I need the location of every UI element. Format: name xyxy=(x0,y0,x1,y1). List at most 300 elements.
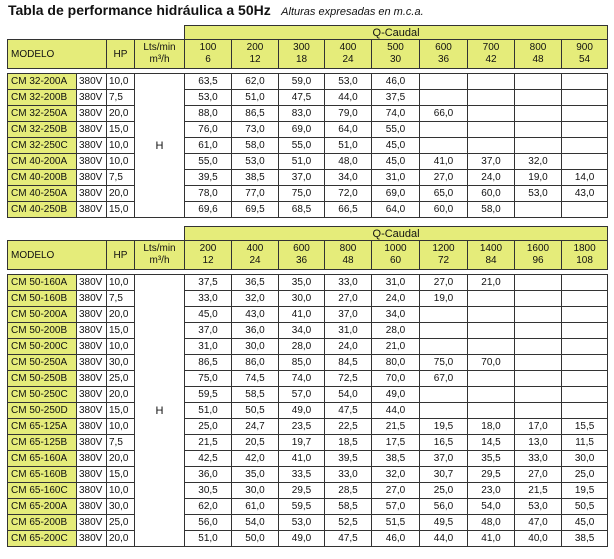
voltage-cell: 380V xyxy=(77,186,107,202)
head-value-cell: 74,5 xyxy=(232,371,279,387)
model-cell: CM 65-200B xyxy=(8,515,77,531)
head-value-cell xyxy=(562,371,608,387)
voltage-cell: 380V xyxy=(77,323,107,339)
hp-cell: 10,0 xyxy=(107,419,135,435)
voltage-cell: 380V xyxy=(77,355,107,371)
head-value-cell: 41,0 xyxy=(279,451,325,467)
unit-lts-min: Lts/min xyxy=(143,243,176,254)
hp-cell: 30,0 xyxy=(107,499,135,515)
head-value-cell xyxy=(562,154,608,170)
head-value-cell: 27,0 xyxy=(420,170,468,186)
head-value-cell xyxy=(420,307,468,323)
head-value-cell xyxy=(515,307,562,323)
head-value-cell xyxy=(515,106,562,122)
head-value-cell: 19,5 xyxy=(562,483,608,499)
table-row xyxy=(8,451,608,467)
head-value-cell: 74,0 xyxy=(279,371,325,387)
table-row xyxy=(8,387,608,403)
unit-column-header xyxy=(135,241,185,270)
head-value-cell: 42,5 xyxy=(185,451,232,467)
voltage-cell: 380V xyxy=(77,339,107,355)
model-cell: CM 50-250A xyxy=(8,355,77,371)
head-value-cell: 19,0 xyxy=(420,291,468,307)
head-value-cell: 34,0 xyxy=(279,323,325,339)
voltage-cell: 380V xyxy=(77,499,107,515)
head-value-cell: 22,5 xyxy=(325,419,372,435)
head-value-cell: 35,5 xyxy=(468,451,515,467)
table-row xyxy=(8,419,608,435)
head-value-cell xyxy=(468,323,515,339)
head-value-cell: 47,5 xyxy=(325,531,372,547)
head-value-cell xyxy=(515,90,562,106)
head-value-cell: 86,5 xyxy=(232,106,279,122)
table-row xyxy=(8,371,608,387)
head-value-cell: 15,5 xyxy=(562,419,608,435)
head-value-cell: 58,5 xyxy=(232,387,279,403)
model-cell: CM 40-250A xyxy=(8,186,77,202)
unit-m3h: m³/h xyxy=(149,255,170,266)
head-value-cell xyxy=(515,138,562,154)
head-value-cell: 18,0 xyxy=(468,419,515,435)
head-value-cell xyxy=(562,291,608,307)
head-value-cell: 27,0 xyxy=(420,275,468,291)
head-value-cell xyxy=(562,355,608,371)
head-value-cell: 86,5 xyxy=(185,355,232,371)
head-value-cell xyxy=(562,90,608,106)
head-value-cell: 70,0 xyxy=(372,371,420,387)
voltage-cell: 380V xyxy=(77,170,107,186)
head-value-cell: 25,0 xyxy=(562,467,608,483)
flow-header: 800 48 xyxy=(515,40,562,69)
head-value-cell: 32,0 xyxy=(515,154,562,170)
model-cell: CM 50-250D xyxy=(8,403,77,419)
head-value-cell: 37,0 xyxy=(185,323,232,339)
head-value-cell: 21,5 xyxy=(185,435,232,451)
flow-header: 1000 60 xyxy=(372,241,420,270)
performance-table-2 xyxy=(7,226,608,547)
head-value-cell: 69,0 xyxy=(279,122,325,138)
head-value-cell xyxy=(420,74,468,90)
head-value-cell: 55,0 xyxy=(279,138,325,154)
head-value-cell: 37,5 xyxy=(372,90,420,106)
head-value-cell: 55,0 xyxy=(372,122,420,138)
head-value-cell: 67,0 xyxy=(420,371,468,387)
table-row xyxy=(8,154,608,170)
head-value-cell xyxy=(420,90,468,106)
head-value-cell: 73,0 xyxy=(232,122,279,138)
head-value-cell: 52,5 xyxy=(325,515,372,531)
head-value-cell: 33,0 xyxy=(185,291,232,307)
model-cell: CM 50-200B xyxy=(8,323,77,339)
head-value-cell xyxy=(562,323,608,339)
head-value-cell: 54,0 xyxy=(325,387,372,403)
head-value-cell: 83,0 xyxy=(279,106,325,122)
head-value-cell: 34,0 xyxy=(325,170,372,186)
flow-header: 400 24 xyxy=(232,241,279,270)
head-value-cell: 29,5 xyxy=(468,467,515,483)
head-value-cell: 50,0 xyxy=(232,531,279,547)
head-value-cell: 55,0 xyxy=(185,154,232,170)
table-row xyxy=(8,291,608,307)
head-value-cell: 41,0 xyxy=(468,531,515,547)
model-column-header: MODELO xyxy=(8,241,107,270)
head-value-cell: 31,0 xyxy=(372,275,420,291)
head-value-cell xyxy=(515,275,562,291)
head-value-cell: 62,0 xyxy=(232,74,279,90)
voltage-cell: 380V xyxy=(77,451,107,467)
head-value-cell: 49,0 xyxy=(279,403,325,419)
head-value-cell: 41,0 xyxy=(420,154,468,170)
head-value-cell: 40,0 xyxy=(515,531,562,547)
voltage-cell: 380V xyxy=(77,291,107,307)
voltage-cell: 380V xyxy=(77,122,107,138)
head-value-cell: 30,0 xyxy=(232,483,279,499)
head-value-cell xyxy=(468,291,515,307)
head-value-cell: 28,0 xyxy=(372,323,420,339)
head-value-cell xyxy=(420,387,468,403)
hp-cell: 15,0 xyxy=(107,403,135,419)
table-row xyxy=(8,186,608,202)
head-value-cell xyxy=(420,138,468,154)
model-cell: CM 65-200A xyxy=(8,499,77,515)
head-value-cell: 27,0 xyxy=(372,483,420,499)
flow-header: 1200 72 xyxy=(420,241,468,270)
head-value-cell: 51,0 xyxy=(185,403,232,419)
head-value-cell: 75,0 xyxy=(279,186,325,202)
head-value-cell: 27,0 xyxy=(515,467,562,483)
head-value-cell: 30,0 xyxy=(232,339,279,355)
head-value-cell: 48,0 xyxy=(468,515,515,531)
head-value-cell xyxy=(562,106,608,122)
head-value-cell xyxy=(562,138,608,154)
voltage-cell: 380V xyxy=(77,275,107,291)
hp-column-header: HP xyxy=(107,241,135,270)
flow-header: 600 36 xyxy=(279,241,325,270)
head-value-cell: 32,0 xyxy=(372,467,420,483)
head-value-cell xyxy=(468,122,515,138)
q-caudal-header: Q-Caudal xyxy=(185,26,608,40)
head-value-cell: 51,5 xyxy=(372,515,420,531)
flow-header: 700 42 xyxy=(468,40,515,69)
voltage-cell: 380V xyxy=(77,403,107,419)
page-title: Tabla de performance hidráulica a 50Hz xyxy=(8,2,271,18)
model-cell: CM 32-250B xyxy=(8,122,77,138)
model-cell: CM 32-200B xyxy=(8,90,77,106)
head-value-cell: 61,0 xyxy=(185,138,232,154)
voltage-cell: 380V xyxy=(77,419,107,435)
table-row xyxy=(8,531,608,547)
table-row xyxy=(8,122,608,138)
head-value-cell xyxy=(562,339,608,355)
head-value-cell: 17,5 xyxy=(372,435,420,451)
table-row xyxy=(8,339,608,355)
head-value-cell: 49,5 xyxy=(420,515,468,531)
head-value-cell: 72,5 xyxy=(325,371,372,387)
head-value-cell: 24,0 xyxy=(372,291,420,307)
model-cell: CM 40-200A xyxy=(8,154,77,170)
unit-lts-min: Lts/min xyxy=(143,42,176,53)
head-value-cell xyxy=(515,291,562,307)
page-heading xyxy=(8,2,608,20)
head-value-cell xyxy=(515,74,562,90)
head-value-cell: 45,0 xyxy=(562,515,608,531)
voltage-cell: 380V xyxy=(77,138,107,154)
unit-column-header xyxy=(135,40,185,69)
head-value-cell: 25,0 xyxy=(185,419,232,435)
head-value-cell: 29,5 xyxy=(279,483,325,499)
head-value-cell: 14,0 xyxy=(562,170,608,186)
head-value-cell: 61,0 xyxy=(232,499,279,515)
head-value-cell xyxy=(515,323,562,339)
head-value-cell: 64,0 xyxy=(325,122,372,138)
head-value-cell: 23,0 xyxy=(468,483,515,499)
head-value-cell: 32,0 xyxy=(232,291,279,307)
voltage-cell: 380V xyxy=(77,371,107,387)
head-value-cell: 27,0 xyxy=(325,291,372,307)
head-label-cell: H xyxy=(135,275,185,547)
head-value-cell: 11,5 xyxy=(562,435,608,451)
hp-cell: 15,0 xyxy=(107,202,135,218)
flow-header: 1600 96 xyxy=(515,241,562,270)
voltage-cell: 380V xyxy=(77,307,107,323)
head-value-cell: 64,0 xyxy=(372,202,420,218)
head-value-cell: 17,0 xyxy=(515,419,562,435)
head-value-cell: 69,0 xyxy=(372,186,420,202)
head-value-cell xyxy=(562,74,608,90)
table-row xyxy=(8,275,608,291)
table-row xyxy=(8,499,608,515)
model-cell: CM 32-200A xyxy=(8,74,77,90)
hp-cell: 7,5 xyxy=(107,170,135,186)
head-value-cell: 35,0 xyxy=(279,275,325,291)
head-value-cell: 38,5 xyxy=(232,170,279,186)
model-cell: CM 65-160B xyxy=(8,467,77,483)
head-value-cell: 24,0 xyxy=(468,170,515,186)
head-value-cell: 53,0 xyxy=(515,186,562,202)
head-value-cell: 69,6 xyxy=(185,202,232,218)
head-value-cell xyxy=(468,106,515,122)
head-value-cell: 42,0 xyxy=(232,451,279,467)
hp-cell: 10,0 xyxy=(107,138,135,154)
voltage-cell: 380V xyxy=(77,387,107,403)
hp-cell: 10,0 xyxy=(107,154,135,170)
head-value-cell: 46,0 xyxy=(372,74,420,90)
table-row xyxy=(8,515,608,531)
head-value-cell: 30,0 xyxy=(279,291,325,307)
flow-header: 400 24 xyxy=(325,40,372,69)
head-value-cell xyxy=(515,122,562,138)
head-value-cell: 53,0 xyxy=(185,90,232,106)
head-value-cell: 21,0 xyxy=(372,339,420,355)
head-value-cell: 60,0 xyxy=(468,186,515,202)
head-value-cell: 47,0 xyxy=(515,515,562,531)
table-row xyxy=(8,170,608,186)
head-value-cell: 19,5 xyxy=(420,419,468,435)
flow-header: 100 6 xyxy=(185,40,232,69)
head-value-cell: 36,0 xyxy=(232,323,279,339)
head-value-cell: 75,0 xyxy=(420,355,468,371)
head-label-cell: H xyxy=(135,74,185,218)
page-subtitle: Alturas expresadas en m.c.a. xyxy=(281,6,424,18)
head-value-cell: 77,0 xyxy=(232,186,279,202)
head-value-cell: 37,5 xyxy=(185,275,232,291)
q-caudal-header: Q-Caudal xyxy=(185,227,608,241)
voltage-cell: 380V xyxy=(77,74,107,90)
model-cell: CM 50-200C xyxy=(8,339,77,355)
hp-cell: 10,0 xyxy=(107,74,135,90)
head-value-cell: 57,0 xyxy=(279,387,325,403)
head-value-cell: 43,0 xyxy=(232,307,279,323)
hp-column-header: HP xyxy=(107,40,135,69)
table-row xyxy=(8,483,608,499)
head-value-cell xyxy=(468,339,515,355)
head-value-cell: 74,0 xyxy=(372,106,420,122)
head-value-cell: 54,0 xyxy=(468,499,515,515)
head-value-cell: 66,0 xyxy=(420,106,468,122)
head-value-cell: 51,0 xyxy=(279,154,325,170)
head-value-cell: 37,0 xyxy=(279,170,325,186)
head-value-cell: 33,0 xyxy=(325,467,372,483)
hp-cell: 15,0 xyxy=(107,323,135,339)
head-value-cell: 44,0 xyxy=(372,403,420,419)
head-value-cell: 65,0 xyxy=(420,186,468,202)
head-value-cell: 57,0 xyxy=(372,499,420,515)
head-value-cell: 86,0 xyxy=(232,355,279,371)
head-value-cell: 58,0 xyxy=(232,138,279,154)
model-cell: CM 65-125A xyxy=(8,419,77,435)
head-value-cell: 47,5 xyxy=(325,403,372,419)
head-value-cell: 53,0 xyxy=(325,74,372,90)
head-value-cell xyxy=(562,307,608,323)
hp-cell: 7,5 xyxy=(107,291,135,307)
head-value-cell: 45,0 xyxy=(372,154,420,170)
head-value-cell: 51,0 xyxy=(325,138,372,154)
head-value-cell: 31,0 xyxy=(325,323,372,339)
head-value-cell: 72,0 xyxy=(325,186,372,202)
head-value-cell: 36,5 xyxy=(232,275,279,291)
model-cell: CM 50-250B xyxy=(8,371,77,387)
head-value-cell xyxy=(515,355,562,371)
head-value-cell xyxy=(468,387,515,403)
flow-header: 900 54 xyxy=(562,40,608,69)
flow-header: 1400 84 xyxy=(468,241,515,270)
hp-cell: 15,0 xyxy=(107,122,135,138)
hp-cell: 20,0 xyxy=(107,531,135,547)
head-value-cell: 59,5 xyxy=(185,387,232,403)
unit-m3h: m³/h xyxy=(149,54,170,65)
model-cell: CM 50-160A xyxy=(8,275,77,291)
head-value-cell: 37,0 xyxy=(325,307,372,323)
table-row xyxy=(8,74,608,90)
head-value-cell xyxy=(515,387,562,403)
flow-header: 600 36 xyxy=(420,40,468,69)
hp-cell: 20,0 xyxy=(107,387,135,403)
head-value-cell xyxy=(562,275,608,291)
head-value-cell: 78,0 xyxy=(185,186,232,202)
voltage-cell: 380V xyxy=(77,90,107,106)
table-row xyxy=(8,435,608,451)
head-value-cell xyxy=(515,371,562,387)
head-value-cell: 70,0 xyxy=(468,355,515,371)
head-value-cell: 30,7 xyxy=(420,467,468,483)
model-cell: CM 32-250C xyxy=(8,138,77,154)
head-value-cell: 33,0 xyxy=(325,275,372,291)
head-value-cell: 31,0 xyxy=(372,170,420,186)
head-value-cell: 36,0 xyxy=(185,467,232,483)
table-row xyxy=(8,106,608,122)
model-cell: CM 32-250A xyxy=(8,106,77,122)
head-value-cell: 59,5 xyxy=(279,499,325,515)
head-value-cell xyxy=(515,339,562,355)
head-value-cell: 59,0 xyxy=(279,74,325,90)
hp-cell: 20,0 xyxy=(107,307,135,323)
head-value-cell: 62,0 xyxy=(185,499,232,515)
head-value-cell: 19,0 xyxy=(515,170,562,186)
head-value-cell: 53,0 xyxy=(232,154,279,170)
flow-header: 800 48 xyxy=(325,241,372,270)
hp-cell: 20,0 xyxy=(107,106,135,122)
head-value-cell: 45,0 xyxy=(372,138,420,154)
hp-cell: 7,5 xyxy=(107,435,135,451)
table-row xyxy=(8,90,608,106)
head-value-cell xyxy=(562,122,608,138)
hp-cell: 25,0 xyxy=(107,515,135,531)
model-cell: CM 50-250C xyxy=(8,387,77,403)
head-value-cell: 63,5 xyxy=(185,74,232,90)
flow-header: 200 12 xyxy=(232,40,279,69)
hp-cell: 7,5 xyxy=(107,90,135,106)
head-value-cell xyxy=(468,138,515,154)
hp-cell: 10,0 xyxy=(107,339,135,355)
head-value-cell: 21,5 xyxy=(372,419,420,435)
head-value-cell: 48,0 xyxy=(325,154,372,170)
head-value-cell: 24,7 xyxy=(232,419,279,435)
hp-cell: 10,0 xyxy=(107,275,135,291)
voltage-cell: 380V xyxy=(77,483,107,499)
voltage-cell: 380V xyxy=(77,154,107,170)
head-value-cell: 44,0 xyxy=(420,531,468,547)
head-value-cell xyxy=(515,202,562,218)
head-value-cell: 66,5 xyxy=(325,202,372,218)
head-value-cell: 14,5 xyxy=(468,435,515,451)
head-value-cell: 21,5 xyxy=(515,483,562,499)
head-value-cell: 43,0 xyxy=(562,186,608,202)
head-value-cell xyxy=(468,307,515,323)
head-value-cell xyxy=(562,387,608,403)
head-value-cell: 88,0 xyxy=(185,106,232,122)
hp-cell: 25,0 xyxy=(107,371,135,387)
head-value-cell: 46,0 xyxy=(372,531,420,547)
head-value-cell: 51,0 xyxy=(232,90,279,106)
head-value-cell: 80,0 xyxy=(372,355,420,371)
hp-cell: 30,0 xyxy=(107,355,135,371)
head-value-cell: 38,5 xyxy=(562,531,608,547)
head-value-cell xyxy=(468,371,515,387)
head-value-cell: 20,5 xyxy=(232,435,279,451)
flow-header: 500 30 xyxy=(372,40,420,69)
model-cell: CM 65-160C xyxy=(8,483,77,499)
head-value-cell: 21,0 xyxy=(468,275,515,291)
table-row xyxy=(8,323,608,339)
head-value-cell: 33,5 xyxy=(279,467,325,483)
head-value-cell: 56,0 xyxy=(185,515,232,531)
head-value-cell: 38,5 xyxy=(372,451,420,467)
head-value-cell: 53,0 xyxy=(515,499,562,515)
head-value-cell: 28,0 xyxy=(279,339,325,355)
model-cell: CM 65-160A xyxy=(8,451,77,467)
head-value-cell: 50,5 xyxy=(562,499,608,515)
table-row xyxy=(8,467,608,483)
